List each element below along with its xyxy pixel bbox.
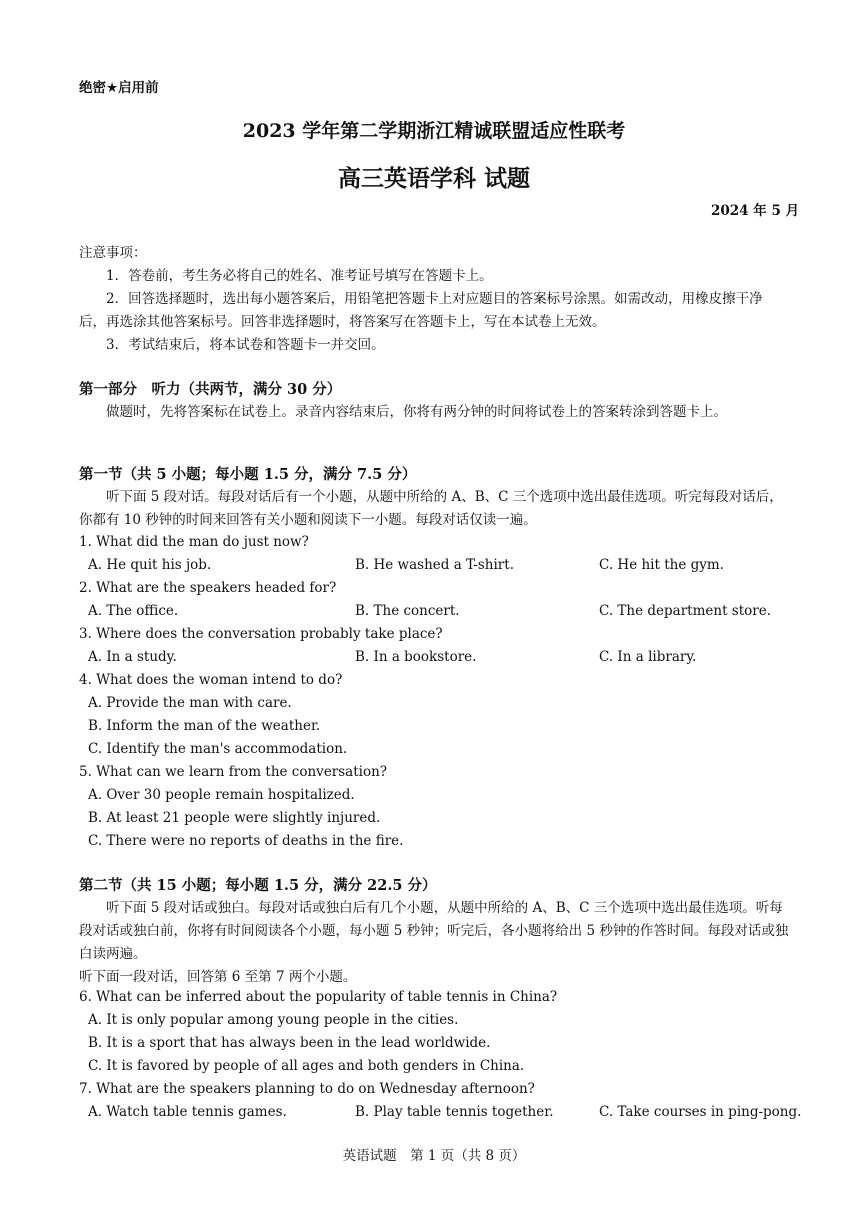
section2-instruction: 听下面一段对话，回答第 6 至第 7 两个小题。 [79, 969, 357, 985]
q1-option-b: B. He washed a T-shirt. [355, 557, 514, 573]
q4-option-c: C. Identify the man's accommodation. [88, 741, 348, 757]
exam-date: 2024 年 5 月 [711, 203, 800, 219]
confidential-label: 绝密★启用前 [79, 80, 159, 96]
q5-option-a: A. Over 30 people remain hospitalized. [88, 787, 355, 803]
notice-heading: 注意事项： [79, 245, 147, 261]
exam-title: 2023 学年第二学期浙江精诚联盟适应性联考 [242, 120, 626, 142]
section1-heading: 第一节（共 5 小题；每小题 1.5 分，满分 7.5 分） [79, 466, 417, 483]
q2-option-a: A. The office. [88, 603, 179, 619]
q3-option-a: A. In a study. [88, 649, 177, 665]
part1-heading: 第一部分 听力（共两节，满分 30 分） [79, 381, 342, 398]
q6-option-a: A. It is only popular among young people in the cities. [88, 1012, 459, 1028]
q7-option-a: A. Watch table tennis games. [88, 1104, 287, 1120]
question-5: 5. What can we learn from the conversation? [79, 764, 388, 780]
question-2: 2. What are the speakers headed for? [79, 580, 337, 596]
section2-heading: 第二节（共 15 小题；每小题 1.5 分，满分 22.5 分） [79, 877, 437, 894]
notice-item-2: 2．回答选择题时，选出每小题答案后，用铅笔把答题卡上对应题目的答案标号涂黑。如需改动，用橡皮擦干净后，再选涂其他答案标号。回答非选择题时，将答案写在答题卡上，写在本试卷上无效。 [79, 291, 763, 330]
q7-option-b: B. Play table tennis together. [355, 1104, 554, 1120]
notice-item-3: 3．考试结束后，将本试卷和答题卡一并交回。 [106, 337, 385, 353]
q4-option-b: B. Inform the man of the weather. [88, 718, 321, 734]
q2-option-c: C. The department store. [599, 603, 772, 619]
q2-option-b: B. The concert. [355, 603, 460, 619]
q1-option-c: C. He hit the gym. [599, 557, 724, 573]
section2-intro: 听下面 5 段对话或独白。每段对话或独白后有几个小题，从题中所给的 A、B、C 三个选项中选出最佳选项。听每段对话或独白前，你将有时间阅读各个小题，每小题 5 秒钟；听完后，各小题将给出 5 秒钟的作答时间。每段对话或独白读两遍。 [79, 900, 789, 962]
q6-option-c: C. It is favored by people of all ages and both genders in China. [88, 1058, 525, 1074]
section1-intro: 听下面 5 段对话。每段对话后有一个小题，从题中所给的 A、B、C 三个选项中选出最佳选项。听完每段对话后，你都有 10 秒钟的时间来回答有关小题和阅读下一小题。每段对话仅读一遍。 [79, 489, 783, 528]
q1-option-a: A. He quit his job. [88, 557, 212, 573]
q3-option-b: B. In a bookstore. [355, 649, 477, 665]
q3-option-c: C. In a library. [599, 649, 697, 665]
question-1: 1. What did the man do just now? [79, 534, 309, 550]
part1-intro: 做题时，先将答案标在试卷上。录音内容结束后，你将有两分钟的时间将试卷上的答案转涂到答题卡上。 [106, 404, 727, 420]
q5-option-c: C. There were no reports of deaths in the fire. [88, 833, 404, 849]
q4-option-a: A. Provide the man with care. [88, 695, 292, 711]
q7-option-c: C. Take courses in ping-pong. [599, 1104, 802, 1120]
page-footer: 英语试题 第 1 页（共 8 页） [342, 1148, 526, 1164]
question-6: 6. What can be inferred about the popularity of table tennis in China? [79, 989, 558, 1005]
question-7: 7. What are the speakers planning to do on Wednesday afternoon? [79, 1081, 535, 1097]
question-3: 3. Where does the conversation probably take place? [79, 626, 443, 642]
q6-option-b: B. It is a sport that has always been in the lead worldwide. [88, 1035, 491, 1051]
exam-subtitle: 高三英语学科 试题 [337, 166, 530, 192]
notice-item-1: 1．答卷前，考生务必将自己的姓名、准考证号填写在答题卡上。 [106, 268, 493, 284]
q5-option-b: B. At least 21 people were slightly injured. [88, 810, 381, 826]
question-4: 4. What does the woman intend to do? [79, 672, 343, 688]
